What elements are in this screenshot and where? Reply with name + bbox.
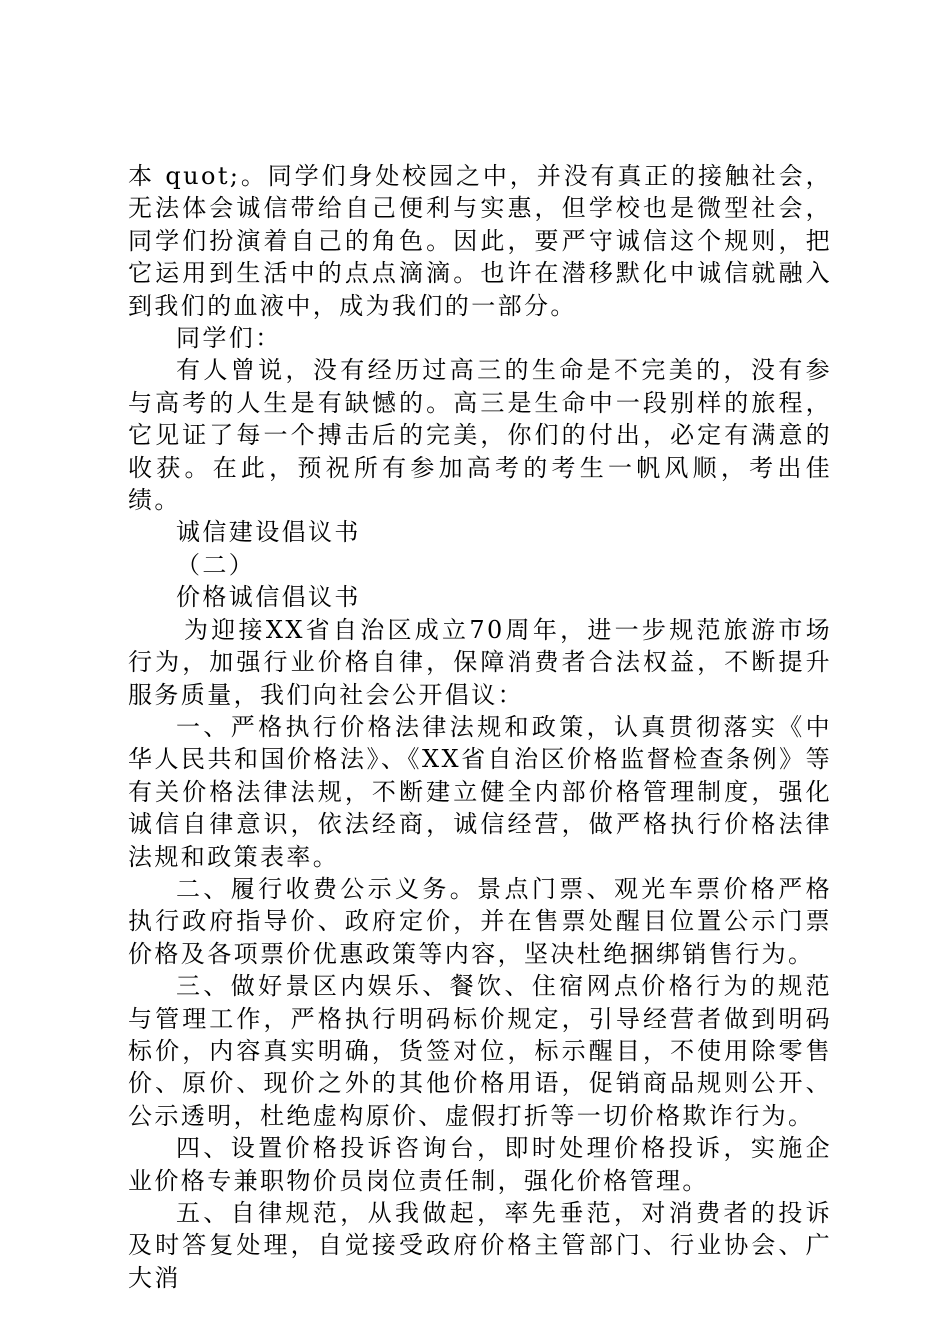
paragraph-item-2: 二、履行收费公示义务。景点门票、观光车票价格严格执行政府指导价、政府定价，并在售票处醒目位置公示门票价格及各项票价优惠政策等内容，坚决杜绝捆绑销售行为。	[128, 874, 832, 968]
paragraph-item-1: 一、严格执行价格法律法规和政策，认真贯彻落实《中华人民共和国价格法》、《XX省自治区价格监督检查条例》等有关价格法律法规，不断建立健全内部价格管理制度，强化诚信自律意识，依法经商，诚信经营，做严格执行价格法律法规和政策表率。	[128, 712, 832, 871]
section-number: （二）	[176, 550, 256, 579]
paragraph-wishes: 有人曾说，没有经历过高三的生命是不完美的，没有参与高考的人生是有缺憾的。高三是生命中一段别样的旅程，它见证了每一个搏击后的完美，你们的付出，必定有满意的收获。在此，预祝所有参加高考的考生一帆风顺，考出佳绩。	[128, 356, 832, 515]
paragraph-item-3: 三、做好景区内娱乐、餐饮、住宿网点价格行为的规范与管理工作，严格执行明码标价规定，引导经营者做到明码标价，内容真实明确，货签对位，标示醒目，不使用除零售价、原价、现价之外的其他价格用语，促销商品规则公开、公示透明，杜绝虚构原价、虚假打折等一切价格欺诈行为。	[128, 972, 832, 1130]
paragraph-item-5: 五、自律规范，从我做起，率先垂范，对消费者的投诉及时答复处理，自觉接受政府价格主管部门、行业协会、广大消	[128, 1199, 832, 1292]
paragraph-item-4: 四、设置价格投诉咨询台，即时处理价格投诉，实施企业价格专兼职物价员岗位责任制，强化价格管理。	[128, 1134, 832, 1195]
document-page	[128, 160, 832, 1294]
section-title: 诚信建设倡议书	[176, 518, 361, 547]
salutation: 同学们：	[176, 324, 282, 353]
paragraph-intro: 为迎接XX省自治区成立70周年，进一步规范旅游市场行为，加强行业价格自律，保障消费者合法权益，不断提升服务质量，我们向社会公开倡议：	[128, 615, 832, 709]
proposal-title: 价格诚信倡议书	[176, 583, 361, 612]
paragraph-continuation: 本 quot;。同学们身处校园之中，并没有真正的接触社会，无法体会诚信带给自己便利与实惠，但学校也是微型社会，同学们扮演着自己的角色。因此，要严守诚信这个规则，把它运用到生活中的点点滴滴。也许在潜移默化中诚信就融入到我们的血液中，成为我们的一部分。	[128, 162, 832, 320]
